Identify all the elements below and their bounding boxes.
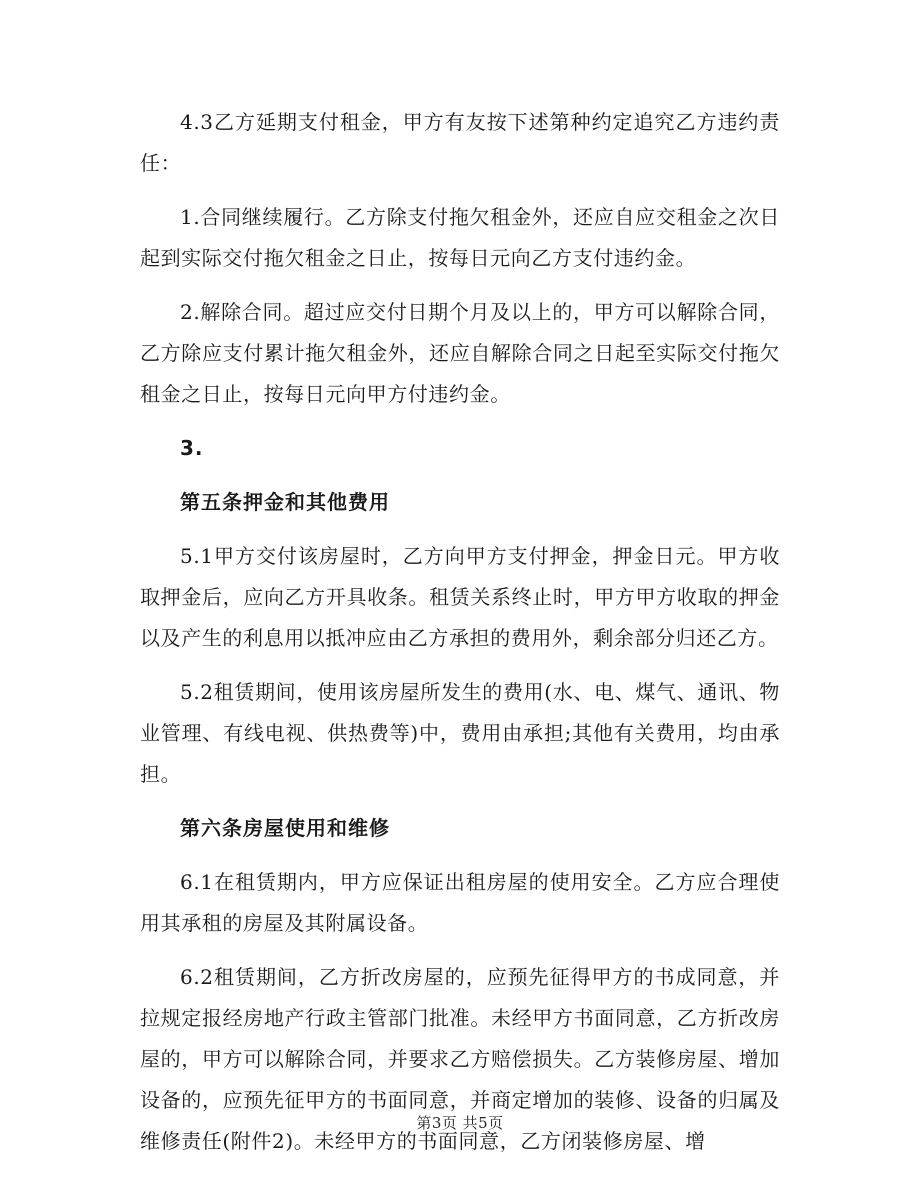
page-number-footer: 第3页 共5页 [416,1114,504,1132]
clause-5-2: 5.2租赁期间，使用该房屋所发生的费用(水、电、煤气、通讯、物业管理、有线电视、供热费等)中，费用由承担;其他有关费用，均由承担。 [140,680,780,786]
document-body [140,102,780,1175]
clause-option-3: 3. [180,436,204,460]
article-6-heading: 第六条房屋使用和维修 [180,816,390,840]
clause-option-2: 2.解除合同。超过应交付日期个月及以上的，甲方可以解除合同，乙方除应支付累计拖欠租金外，还应自解除合同之日起至实际交付拖欠租金之日止，按每日元向甲方付违约金。 [140,300,780,406]
article-5-heading: 第五条押金和其他费用 [180,490,390,514]
clause-6-2: 6.2租赁期间，乙方折改房屋的，应预先征得甲方的书成同意，并拉规定报经房地产行政主管部门批准。未经甲方书面同意，乙方折改房屋的，甲方可以解除合同，并要求乙方赔偿损失。乙方装修房屋、增加设备的，应预先征甲方的书面同意，并商定增加的装修、设备的归属及维修责任(附件2)。未经甲方的书面同意，乙方闭装修房屋、增 [140,965,780,1153]
clause-4-3: 4.3乙方延期支付租金，甲方有友按下述第种约定追究乙方违约责任： [140,110,780,175]
clause-6-1: 6.1在租赁期内，甲方应保证出租房屋的使用安全。乙方应合理使用其承租的房屋及其附属设备。 [140,870,780,935]
clause-5-1: 5.1甲方交付该房屋时，乙方向甲方支付押金，押金日元。甲方收取押金后，应向乙方开具收条。租赁关系终止时，甲方甲方收取的押金以及产生的利息用以抵冲应由乙方承担的费用外，剩余部分归还乙方。 [140,544,780,650]
clause-option-1: 1.合同继续履行。乙方除支付拖欠租金外，还应自应交租金之次日起到实际交付拖欠租金之日止，按每日元向乙方支付违约金。 [140,205,780,270]
